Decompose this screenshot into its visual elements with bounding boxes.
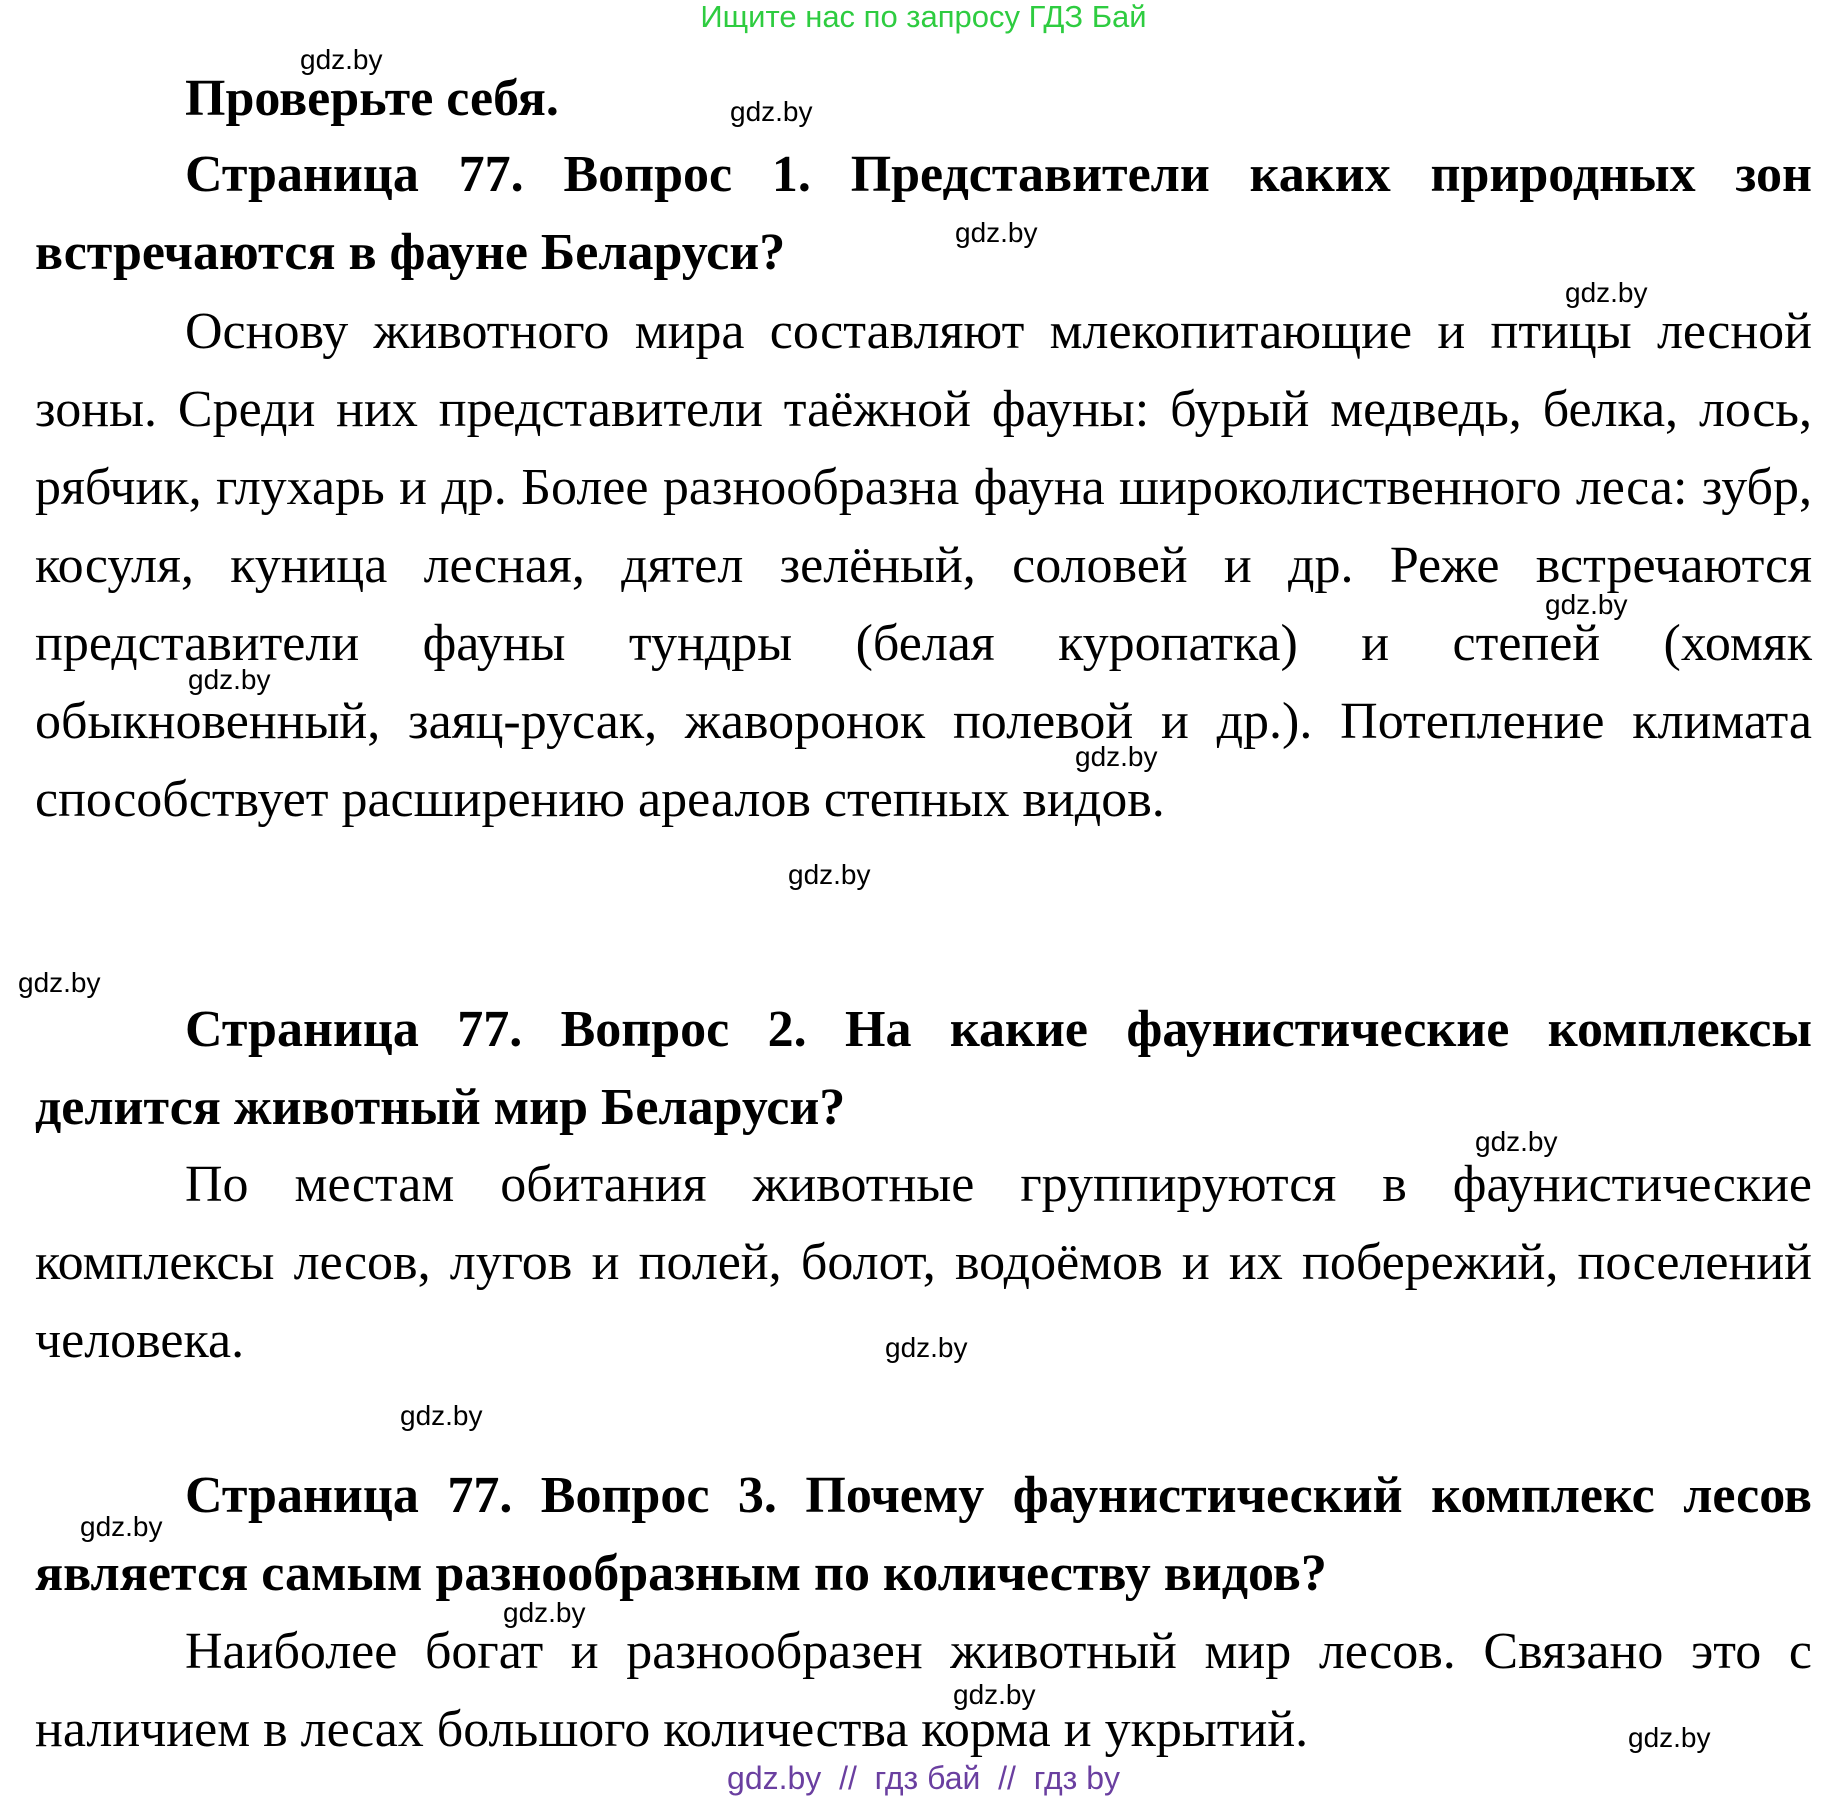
question-2-heading: Страница 77. Вопрос 2. На какие фаунистические комплексы делится животный мир Беларуси? — [35, 1001, 1812, 1136]
watermark: gdz.by — [788, 859, 871, 890]
check-yourself-title: Проверьте себя. — [185, 70, 559, 127]
question-3-heading: Страница 77. Вопрос 3. Почему фаунистический комплекс лесов является самым разнообразным по количеству видов? — [35, 1467, 1812, 1602]
footer-links: gdz.by // гдз бай // гдз by — [727, 1760, 1120, 1796]
watermark: gdz.by — [1565, 277, 1648, 308]
question-3-answer: Наиболее богат и разнообразен животный мир лесов. Связано это с наличием в лесах большого количества корма и укрытий. — [35, 1623, 1812, 1758]
watermark: gdz.by — [300, 44, 383, 75]
search-banner: Ищите нас по запросу ГДЗ Бай — [700, 0, 1147, 34]
watermark: gdz.by — [1475, 1126, 1558, 1157]
watermark: gdz.by — [955, 217, 1038, 248]
watermark: gdz.by — [503, 1597, 586, 1628]
watermark: gdz.by — [18, 967, 101, 998]
question-1-heading: Страница 77. Вопрос 1. Представители каких природных зон встречаются в фауне Беларуси? — [35, 146, 1812, 281]
watermark: gdz.by — [953, 1679, 1036, 1710]
watermark: gdz.by — [1545, 589, 1628, 620]
question-2-answer: По местам обитания животные группируются в фаунистические комплексы лесов, лугов и полей, болот, водоёмов и их побережий, поселений человека. — [35, 1156, 1812, 1369]
watermark: gdz.by — [1628, 1722, 1711, 1753]
watermark: gdz.by — [80, 1511, 163, 1542]
watermark: gdz.by — [400, 1400, 483, 1431]
watermark: gdz.by — [885, 1332, 968, 1363]
watermark: gdz.by — [730, 96, 813, 127]
question-1-answer: Основу животного мира составляют млекопитающие и птицы лесной зоны. Среди них представители таёжной фауны: бурый медведь, белка, лось, рябчик, глухарь и др. Более разнообразна фауна широколиственного леса: зубр, косуля, куница лесная, дятел зелёный, соловей и др. Реже встречаются представители фауны тундры (белая куропатка) и степей (хомяк обыкновенный, заяц-русак, жаворонок полевой и др.). Потепление климата способствует расширению ареалов степных видов. — [35, 303, 1812, 828]
watermark: gdz.by — [188, 664, 271, 695]
watermark: gdz.by — [1075, 741, 1158, 772]
